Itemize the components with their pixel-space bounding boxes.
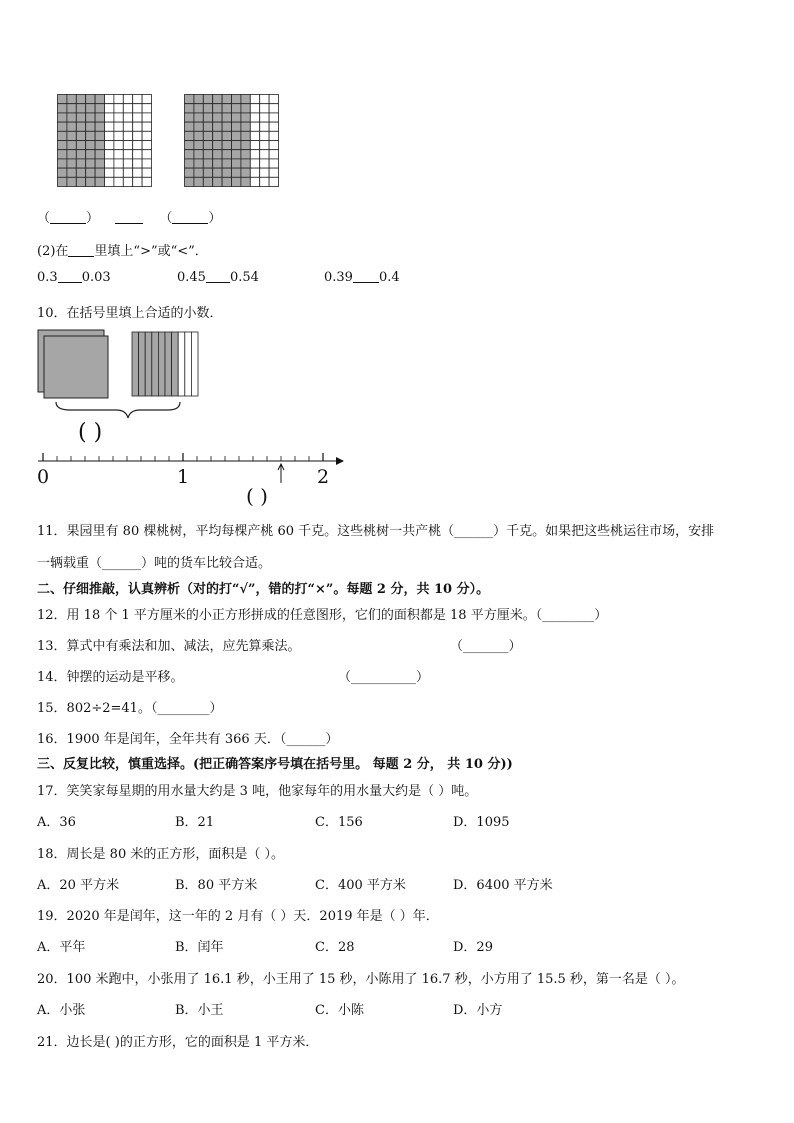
grid-cell — [86, 150, 95, 159]
grid-cell — [185, 150, 194, 159]
grid-cell — [250, 150, 259, 159]
grid-cell — [142, 122, 151, 131]
grid-cell — [58, 159, 67, 168]
grid-cell — [213, 131, 222, 140]
close-paren: ） — [208, 211, 222, 226]
grid-cell — [222, 122, 231, 131]
grid-cell — [95, 95, 104, 104]
grid-cell — [114, 177, 123, 186]
brace-answer-paren[interactable]: ( ) — [78, 420, 103, 445]
q19-option-d[interactable]: D．29 — [453, 940, 493, 955]
grid-cell — [260, 95, 269, 104]
grid-cell — [105, 95, 114, 104]
hundred-grid-left — [57, 94, 153, 188]
q18-text: 18．周长是 80 米的正方形，面积是（ ）。 — [37, 847, 284, 862]
q18-option-d[interactable]: D．6400 平方米 — [453, 878, 553, 893]
q20-text: 20．100 米跑中，小张用了 16.1 秒，小王用了 15 秒，小陈用了 16.7 秒，小方用了 15.5 秒，第一名是（ ）。 — [37, 972, 685, 987]
axis-arrowhead — [336, 457, 344, 465]
grid-cell — [250, 104, 259, 113]
q20-option-d[interactable]: D．小方 — [453, 1003, 503, 1018]
grid-cell — [133, 150, 142, 159]
grid-cell — [76, 159, 85, 168]
grid-cell — [86, 113, 95, 122]
grid-cell — [241, 168, 250, 177]
grid-cell — [241, 113, 250, 122]
grid-cell — [133, 141, 142, 150]
grid-cell — [194, 141, 203, 150]
compare-blank[interactable] — [115, 211, 143, 224]
answer-blank-1[interactable] — [50, 211, 86, 224]
grid-cell — [114, 95, 123, 104]
grid-cell — [213, 150, 222, 159]
grid-cell — [133, 122, 142, 131]
q19-option-a[interactable]: A．平年 — [37, 940, 86, 955]
grid-cell — [123, 113, 132, 122]
q17-option-a[interactable]: A．36 — [37, 815, 76, 830]
grid-cell — [213, 168, 222, 177]
grid-cell — [250, 122, 259, 131]
q12-text: 12．用 18 个 1 平方厘米的小正方形拼成的任意图形，它们的面积都是 18 平方厘米。（________） — [37, 608, 608, 623]
grid-cell — [86, 104, 95, 113]
grid-cell — [194, 150, 203, 159]
grid-cell — [58, 177, 67, 186]
grid-cell — [250, 159, 259, 168]
grid-cell — [105, 150, 114, 159]
grid-cell — [185, 159, 194, 168]
strip — [145, 332, 152, 396]
q14-text: 14．钟摆的运动是平移。 — [37, 670, 184, 685]
grid-cell — [222, 150, 231, 159]
grid-cell — [194, 159, 203, 168]
grid-cell — [142, 131, 151, 140]
grid-cell — [58, 113, 67, 122]
grid-cell — [250, 141, 259, 150]
grid-cell — [105, 168, 114, 177]
number-line-label: 2 — [316, 466, 330, 488]
full-square-front — [44, 336, 108, 398]
q13-text: 13．算式中有乘法和加、减法，应先算乘法。 — [37, 639, 301, 654]
q21-text: 21．边长是( )的正方形，它的面积是 1 平方米． — [37, 1035, 319, 1050]
q11-line1: 11．果园里有 80 棵桃树，平均每棵产桃 60 千克。这些桃树一共产桃（______）千克。如果把这些桃运往市场，安排 — [37, 524, 715, 539]
grid-cell — [95, 122, 104, 131]
q18-option-a[interactable]: A．20 平方米 — [37, 878, 120, 893]
grid-cell — [105, 122, 114, 131]
section-2-heading: 二、仔细推敲，认真辨析（对的打“√”，错的打“×”。每题 2 分，共 10 分）。 — [37, 582, 490, 597]
grid-cell — [105, 177, 114, 186]
grid-cell — [269, 141, 278, 150]
grid-cell — [76, 104, 85, 113]
q20-option-b[interactable]: B．小王 — [175, 1003, 224, 1018]
open-paren: （ — [37, 211, 51, 226]
grid-cell — [185, 122, 194, 131]
grid-cell — [58, 150, 67, 159]
grid-cell — [95, 104, 104, 113]
compare-pair-2: 0.45 0.54 — [177, 270, 259, 285]
grid-cell — [222, 159, 231, 168]
grid-cell — [222, 177, 231, 186]
grid-cell — [123, 141, 132, 150]
grid-cell — [213, 141, 222, 150]
grid-cell — [86, 159, 95, 168]
grid-cell — [269, 104, 278, 113]
grid-cell — [142, 177, 151, 186]
grid-cell — [76, 113, 85, 122]
grid-cell — [67, 122, 76, 131]
grid-cell — [241, 131, 250, 140]
grid-cell — [76, 177, 85, 186]
grid-cell — [194, 95, 203, 104]
grid-cell — [76, 141, 85, 150]
grid-cell — [67, 177, 76, 186]
grid-cell — [142, 104, 151, 113]
compare-pair-3: 0.39 0.4 — [324, 270, 400, 285]
grid-cell — [260, 141, 269, 150]
grid-cell — [95, 159, 104, 168]
grid-cell — [95, 168, 104, 177]
grid-cell — [114, 104, 123, 113]
answer-blank-2[interactable] — [172, 211, 208, 224]
grid-cell — [58, 141, 67, 150]
q18-option-c[interactable]: C．400 平方米 — [315, 878, 406, 893]
grid-cell — [95, 141, 104, 150]
grid-cell — [203, 150, 212, 159]
q19-option-c[interactable]: C．28 — [315, 940, 355, 955]
q17-option-d[interactable]: D．1095 — [453, 815, 510, 830]
grid-cell — [260, 122, 269, 131]
curly-brace — [56, 402, 180, 418]
grid-cell — [269, 168, 278, 177]
grid-cell — [269, 122, 278, 131]
number-line-label: 0 — [36, 466, 50, 488]
grid-cell — [250, 113, 259, 122]
grid-cell — [232, 122, 241, 131]
grid-cell — [260, 159, 269, 168]
grid-cell — [203, 122, 212, 131]
compare-blank-1[interactable] — [58, 270, 82, 283]
grid-cell — [194, 122, 203, 131]
grid-cell — [260, 131, 269, 140]
grid-cell — [185, 104, 194, 113]
grid-cell — [260, 150, 269, 159]
strip-square — [132, 332, 198, 396]
arrow-answer-paren[interactable]: ( ) — [246, 484, 268, 508]
q13-answer[interactable]: （_______） — [450, 639, 522, 654]
grid-cell — [123, 150, 132, 159]
grid-cell — [114, 150, 123, 159]
grid-cell — [123, 168, 132, 177]
grid-cell — [232, 131, 241, 140]
grid-cell — [194, 177, 203, 186]
grid-cell — [241, 122, 250, 131]
q15-text: 15．802÷2=41。（________） — [37, 701, 223, 716]
grid-cell — [86, 122, 95, 131]
grid-cell — [250, 131, 259, 140]
grid-cell — [222, 104, 231, 113]
q20-option-a[interactable]: A．小张 — [37, 1003, 86, 1018]
grid-cell — [203, 141, 212, 150]
grid-cell — [222, 141, 231, 150]
grid-cell — [232, 95, 241, 104]
grid-cell — [114, 122, 123, 131]
grid-cell — [222, 168, 231, 177]
grid-cell — [86, 177, 95, 186]
grid-cell — [232, 150, 241, 159]
grid-cell — [67, 104, 76, 113]
grid-cell — [86, 131, 95, 140]
q16-text: 16．1900 年是闰年，全年共有 366 天．（______） — [37, 732, 339, 747]
grid-cell — [185, 168, 194, 177]
grid-cell — [123, 159, 132, 168]
grid-cell — [185, 95, 194, 104]
grid-cell — [203, 168, 212, 177]
number-line-label: 1 — [176, 466, 190, 488]
compare-blank-3[interactable] — [353, 270, 379, 283]
q18-option-b[interactable]: B．80 平方米 — [175, 878, 258, 893]
q19-text: 19．2020 年是闰年，这一年的 2 月有（ ）天．2019 年是（ ）年． — [37, 909, 439, 924]
grid-cell — [76, 122, 85, 131]
grid-cell — [222, 95, 231, 104]
grid-cell — [203, 131, 212, 140]
grid-cell — [114, 159, 123, 168]
grid-cell — [142, 159, 151, 168]
strip — [132, 332, 139, 396]
grid-cell — [203, 159, 212, 168]
grid-cell — [250, 177, 259, 186]
grid-cell — [95, 177, 104, 186]
grid-cell — [213, 113, 222, 122]
grid-cell — [203, 177, 212, 186]
grid-cell — [67, 168, 76, 177]
grid-cell — [67, 150, 76, 159]
q11-line2: 一辆载重（______）吨的货车比较合适。 — [37, 556, 272, 571]
strip — [165, 332, 172, 396]
grid-cell — [86, 141, 95, 150]
number-line — [30, 446, 350, 490]
grid-cell — [95, 113, 104, 122]
grid-cell — [269, 131, 278, 140]
grid-cell — [142, 113, 151, 122]
grid-cell — [241, 159, 250, 168]
grid-cell — [133, 95, 142, 104]
grid-cell — [232, 104, 241, 113]
grid-cell — [67, 131, 76, 140]
strip — [172, 332, 179, 396]
grid-cell — [213, 177, 222, 186]
q17-option-b[interactable]: B．21 — [175, 815, 215, 830]
grid-cell — [185, 177, 194, 186]
grid-cell — [86, 168, 95, 177]
compare-pair-1: 0.3 0.03 — [37, 270, 111, 285]
grid-cell — [58, 95, 67, 104]
grid-cell — [105, 104, 114, 113]
grid-cell — [185, 113, 194, 122]
grid-cell — [95, 131, 104, 140]
grid-cell — [133, 168, 142, 177]
compare-blank-2[interactable] — [206, 270, 230, 283]
grid-cell — [203, 104, 212, 113]
grid-cell — [241, 177, 250, 186]
q9-answer-row — [37, 207, 221, 226]
grid-cell — [133, 131, 142, 140]
q19-option-b[interactable]: B．闰年 — [175, 940, 224, 955]
grid-cell — [58, 104, 67, 113]
grid-cell — [260, 104, 269, 113]
grid-cell — [142, 150, 151, 159]
grid-cell — [213, 159, 222, 168]
grid-cell — [260, 177, 269, 186]
grid-cell — [123, 177, 132, 186]
grid-cell — [105, 131, 114, 140]
grid-cell — [133, 177, 142, 186]
grid-cell — [213, 95, 222, 104]
section-3-heading: 三、反复比较，慎重选择。(把正确答案序号填在括号里。 每题 2 分， 共 10 分)) — [37, 757, 513, 772]
grid-cell — [67, 159, 76, 168]
grid-cell — [123, 122, 132, 131]
grid-cell — [142, 95, 151, 104]
grid-cell — [269, 150, 278, 159]
grid-cell — [232, 141, 241, 150]
q14-answer[interactable]: （__________） — [338, 670, 430, 685]
grid-cell — [185, 131, 194, 140]
grid-cell — [142, 168, 151, 177]
strip — [139, 332, 146, 396]
grid-cell — [76, 150, 85, 159]
grid-cell — [123, 131, 132, 140]
strip — [152, 332, 159, 396]
grid-cell — [241, 150, 250, 159]
grid-cell — [95, 150, 104, 159]
grid-cell — [232, 168, 241, 177]
q17-text: 17．笑笑家每星期的用水量大约是 3 吨，他家每年的用水量大约是（ ）吨。 — [37, 784, 478, 799]
q10-text: 10．在括号里填上合适的小数． — [37, 306, 223, 321]
grid-cell — [194, 113, 203, 122]
strip — [158, 332, 165, 396]
grid-cell — [133, 104, 142, 113]
grid-cell — [260, 113, 269, 122]
grid-cell — [133, 159, 142, 168]
grid-cell — [232, 159, 241, 168]
grid-cell — [203, 113, 212, 122]
grid-cell — [133, 113, 142, 122]
grid-cell — [194, 131, 203, 140]
q20-option-c[interactable]: C．小陈 — [315, 1003, 364, 1018]
grid-cell — [250, 95, 259, 104]
close-paren: ） — [86, 211, 100, 226]
grid-cell — [269, 113, 278, 122]
grid-cell — [105, 159, 114, 168]
q17-option-c[interactable]: C．156 — [315, 815, 363, 830]
strip — [178, 332, 185, 396]
grid-cell — [114, 131, 123, 140]
grid-cell — [269, 177, 278, 186]
grid-cell — [250, 168, 259, 177]
grid-cell — [114, 141, 123, 150]
grid-cell — [194, 104, 203, 113]
grid-cell — [142, 141, 151, 150]
q9-2-prompt: (2)在 里填上“>”或“<”． — [37, 244, 208, 259]
strip — [191, 332, 198, 396]
grid-cell — [232, 113, 241, 122]
grid-cell — [123, 104, 132, 113]
grid-cell — [222, 131, 231, 140]
hundred-grid-right — [184, 94, 280, 188]
strip — [185, 332, 192, 396]
q10-figure — [30, 326, 360, 426]
grid-cell — [67, 95, 76, 104]
grid-cell — [269, 159, 278, 168]
grid-cell — [241, 104, 250, 113]
grid-cell — [114, 113, 123, 122]
grid-cell — [105, 113, 114, 122]
grid-cell — [58, 122, 67, 131]
grid-cell — [58, 131, 67, 140]
grid-cell — [76, 95, 85, 104]
grid-cell — [213, 122, 222, 131]
grid-cell — [213, 104, 222, 113]
grid-cell — [76, 131, 85, 140]
grid-cell — [241, 95, 250, 104]
grid-cell — [105, 141, 114, 150]
grid-cell — [123, 95, 132, 104]
grid-cell — [203, 95, 212, 104]
grid-cell — [114, 168, 123, 177]
grid-cell — [269, 95, 278, 104]
grid-cell — [194, 168, 203, 177]
compare-sample-blank — [68, 244, 94, 257]
grid-cell — [58, 168, 67, 177]
grid-cell — [86, 95, 95, 104]
grid-cell — [67, 141, 76, 150]
open-paren: （ — [159, 211, 173, 226]
grid-cell — [67, 113, 76, 122]
grid-cell — [232, 177, 241, 186]
grid-cell — [241, 141, 250, 150]
grid-cell — [76, 168, 85, 177]
grid-cell — [260, 168, 269, 177]
grid-cell — [222, 113, 231, 122]
grid-cell — [185, 141, 194, 150]
